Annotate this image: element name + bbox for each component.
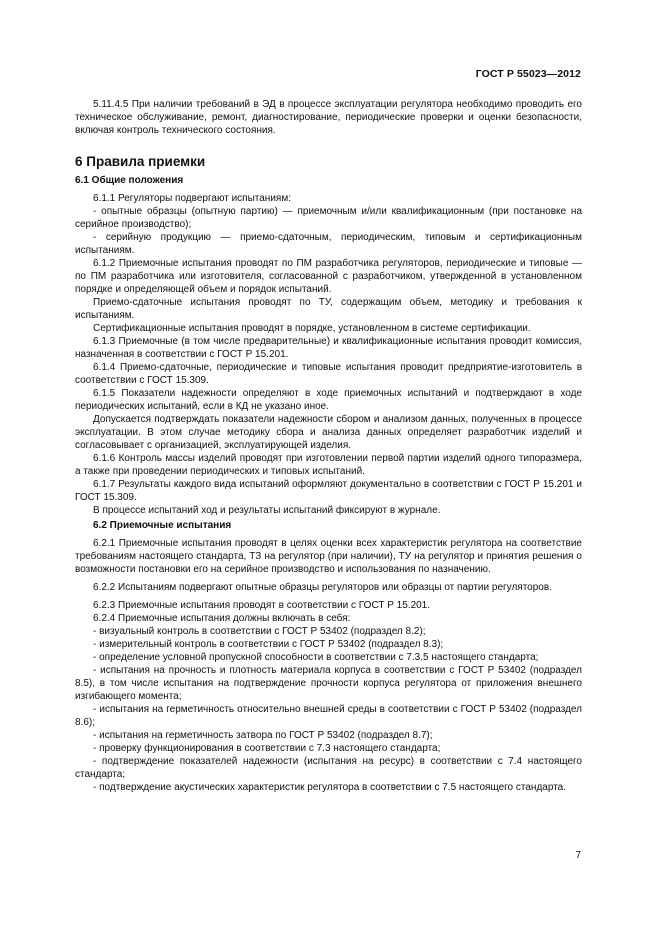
paragraph-6-1-2: 6.1.2 Приемочные испытания проводят по ПМ разработчика регуляторов, периодические и типовые — по ПМ разработчика или изготовителя, согласованной с разработчиком, утвержденной в установленном порядке и определяющей объем и порядок испытаний. <box>75 258 582 295</box>
paragraph-6-2-3: 6.2.3 Приемочные испытания проводят в соответствии с ГОСТ Р 15.201. <box>93 600 431 611</box>
document-body <box>75 98 582 794</box>
paragraph-6-1-7: 6.1.7 Результаты каждого вида испытаний оформляют документально в соответствии с ГОСТ Р 15.201 и ГОСТ 15.309. <box>75 479 582 503</box>
paragraph: Сертификационные испытания проводят в порядке, установленном в системе сертификации. <box>93 323 531 334</box>
subsection-6-2-title: 6.2 Приемочные испытания <box>93 520 232 531</box>
list-item: - опытные образцы (опытную партию) — приемочным и/или квалификационным (при постановке на серийное производство); <box>75 206 582 230</box>
paragraph-6-1-5: 6.1.5 Показатели надежности определяют в ходе приемочных испытаний и подтверждают в ходе периодических испытаний, если в КД не указано иное. <box>75 388 582 412</box>
paragraph-6-1-1: 6.1.1 Регуляторы подвергают испытаниям: <box>93 193 291 204</box>
list-item: - определение условной пропускной способности в соответствии с 7.3.5 настоящего стандарта; <box>93 652 539 663</box>
section-6-title: 6 Правила приемки <box>75 154 206 169</box>
paragraph: В процессе испытаний ход и результаты испытаний фиксируют в журнале. <box>93 505 441 516</box>
list-item: - серийную продукцию — приемо-сдаточным, периодическим, типовым и сертификационным испытаниям. <box>75 232 582 256</box>
page-number: 7 <box>575 850 581 861</box>
subsection-6-1-title: 6.1 Общие положения <box>75 175 184 186</box>
list-item: - проверку функционирования в соответствии с 7.3 настоящего стандарта; <box>93 743 441 754</box>
document-header: ГОСТ Р 55023—2012 <box>475 68 581 80</box>
paragraph-5-11-4-5: 5.11.4.5 При наличии требований в ЭД в процессе эксплуатации регулятора необходимо проводить его техническое обслуживание, ремонт, диагностирование, периодические проверки и оценки безопасности, включая контроль технического состояния. <box>75 99 582 136</box>
list-item: - измерительный контроль в соответствии с ГОСТ Р 53402 (подраздел 8.3); <box>93 639 444 650</box>
paragraph-6-1-6: 6.1.6 Контроль массы изделий проводят при изготовлении первой партии изделий одного типоразмера, а также при проведении периодических и типовых испытаний. <box>75 453 582 477</box>
list-item: - подтверждение показателей надежности (испытания на ресурс) в соответствии с 7.4 настоящего стандарта; <box>75 756 582 780</box>
paragraph: Допускается подтверждать показатели надежности сбором и анализом данных, полученных в процессе эксплуатации. В этом случае методику сбора и анализа данных определяет разработчик изделий и согласовывает с организацией, эксплуатирующей изделия. <box>75 414 582 451</box>
list-item: - визуальный контроль в соответствии с ГОСТ Р 53402 (подраздел 8.2); <box>93 626 426 637</box>
paragraph-6-1-4: 6.1.4 Приемо-сдаточные, периодические и типовые испытания проводит предприятие-изготовитель в соответствии с ГОСТ 15.309. <box>75 362 582 386</box>
paragraph-6-2-1: 6.2.1 Приемочные испытания проводят в целях оценки всех характеристик регулятора на соответствие требованиям настоящего стандарта, ТЗ на регулятор (при наличии), ТУ на регулятор и принятия решения о возможности постановки его на серийное производство и использования по назначению. <box>75 538 582 575</box>
paragraph-6-2-2: 6.2.2 Испытаниям подвергают опытные образцы регуляторов или образцы от партии регуляторов. <box>93 582 552 593</box>
paragraph: Приемо-сдаточные испытания проводят по ТУ, содержащим объем, методику и требования к испытаниям. <box>75 297 582 321</box>
list-item: - подтверждение акустических характеристик регулятора в соответствии с 7.5 настоящего стандарта. <box>93 782 566 793</box>
list-item: - испытания на герметичность относительно внешней среды в соответствии с ГОСТ Р 53402 (подраздел 8.6); <box>75 704 582 728</box>
paragraph-6-2-4: 6.2.4 Приемочные испытания должны включать в себя: <box>93 613 351 624</box>
paragraph-6-1-3: 6.1.3 Приемочные (в том числе предварительные) и квалификационные испытания проводит комиссия, назначенная в соответствии с ГОСТ Р 15.201. <box>75 336 582 360</box>
list-item: - испытания на прочность и плотность материала корпуса в соответствии с ГОСТ Р 53402 (подраздел 8.5), в том числе испытания на подтверждение прочности корпуса регулятора от приложения внешнего изгибающего момента; <box>75 665 582 702</box>
list-item: - испытания на герметичность затвора по ГОСТ Р 53402 (подраздел 8.7); <box>93 730 433 741</box>
